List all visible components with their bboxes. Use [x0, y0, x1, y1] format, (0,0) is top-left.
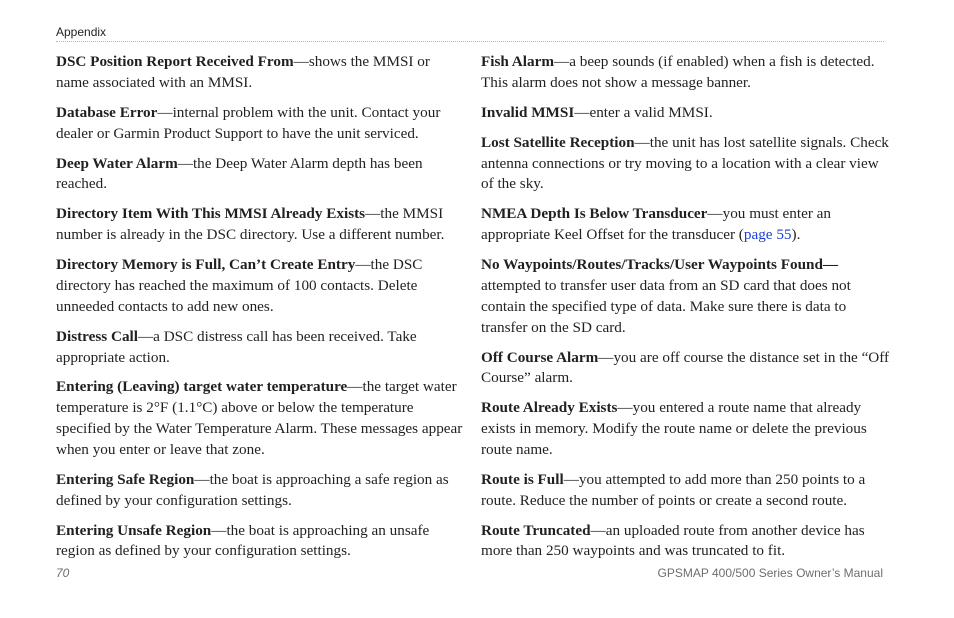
message-term: Database Error	[56, 103, 158, 121]
message-description: —a DSC distress call has been received. Take appropriate action.	[56, 327, 417, 366]
message-description-end: ).	[791, 226, 801, 244]
message-description: —enter a valid MMSI.	[574, 103, 713, 121]
message-description: —the DSC directory has reached the maximum of 100 contacts. Delete unneeded contacts to add new ones.	[56, 256, 423, 315]
message-entry	[56, 154, 464, 196]
message-entry	[56, 377, 464, 460]
section-header: Appendix	[56, 25, 107, 39]
page-link[interactable]: page 55	[743, 226, 792, 244]
message-entry	[56, 103, 464, 145]
message-term: Entering Unsafe Region	[56, 521, 212, 539]
message-description: —a beep sounds (if enabled) when a fish is detected. This alarm does not show a message banner.	[481, 53, 875, 91]
message-term: Entering Safe Region	[56, 470, 195, 488]
message-description: —the MMSI number is already in the DSC directory. Use a different number.	[56, 205, 445, 244]
message-entry	[481, 255, 891, 338]
right-column	[481, 52, 891, 571]
message-entry	[481, 521, 891, 563]
message-description: —the unit has lost satellite signals. Check antenna connections or try moving to a location with a clear view of the sky.	[481, 133, 889, 193]
message-description: —the target water temperature is 2°F (1.1°C) above or below the temperature specified by the Water Temperature Alarm. These messages appear when you enter or leave that zone.	[56, 378, 463, 458]
message-term: Route Already Exists	[481, 399, 618, 417]
message-entry	[56, 327, 464, 369]
message-description: —internal problem with the unit. Contact your dealer or Garmin Product Support to have the unit serviced.	[56, 103, 441, 142]
message-entry	[481, 204, 891, 246]
message-term: Off Course Alarm	[481, 348, 599, 366]
message-description: —shows the MMSI or name associated with an MMSI.	[56, 53, 430, 91]
message-term: Invalid MMSI	[481, 103, 575, 121]
left-column	[56, 52, 464, 571]
message-description: —the boat is approaching an unsafe region as defined by your configuration settings.	[56, 521, 430, 560]
message-description: attempted to transfer user data from an SD card that does not contain the specified type of data. Make sure there is data to transfer on the SD card.	[481, 276, 851, 336]
message-description: —the boat is approaching a safe region as defined by your configuration settings.	[56, 470, 449, 509]
message-description: —the Deep Water Alarm depth has been reached.	[56, 154, 423, 193]
message-entry	[56, 52, 464, 94]
message-term: Entering (Leaving) target water temperature	[56, 378, 348, 396]
message-entry	[481, 398, 891, 460]
manual-title: GPSMAP 400/500 Series Owner’s Manual	[657, 566, 883, 580]
message-entry	[481, 348, 891, 390]
message-description: —you must enter an appropriate Keel Offset for the transducer (	[481, 205, 832, 244]
message-entry	[481, 103, 891, 124]
message-term: DSC Position Report Received From	[56, 53, 294, 70]
message-term: Distress Call	[56, 327, 138, 345]
message-term: Directory Item With This MMSI Already Exists	[56, 205, 366, 223]
message-entry	[56, 255, 464, 317]
message-term: No Waypoints/Routes/Tracks/User Waypoints Found—	[481, 256, 839, 274]
message-term: Route is Full	[481, 470, 564, 488]
message-description: —you entered a route name that already exists in memory. Modify the route name or delete the previous route name.	[481, 399, 867, 458]
header-divider	[56, 41, 884, 42]
message-term: Lost Satellite Reception	[481, 133, 635, 151]
message-description: —an uploaded route from another device has more than 250 waypoints and was truncated to fit.	[481, 521, 865, 560]
page-number: 70	[56, 566, 70, 580]
message-description: —you attempted to add more than 250 points to a route. Reduce the number of points or create a second route.	[481, 470, 866, 509]
message-entry	[481, 52, 891, 94]
message-term: NMEA Depth Is Below Transducer	[481, 205, 708, 223]
message-term: Deep Water Alarm	[56, 154, 178, 172]
message-description: —you are off course the distance set in the “Off Course” alarm.	[481, 348, 890, 387]
message-entry	[56, 204, 464, 246]
message-entry	[481, 470, 891, 512]
message-entry	[56, 470, 464, 512]
message-term: Fish Alarm	[481, 53, 554, 70]
message-term: Route Truncated	[481, 521, 591, 539]
message-term: Directory Memory is Full, Can’t Create Entry	[56, 256, 356, 274]
message-entry	[481, 133, 891, 195]
message-entry	[56, 521, 464, 563]
